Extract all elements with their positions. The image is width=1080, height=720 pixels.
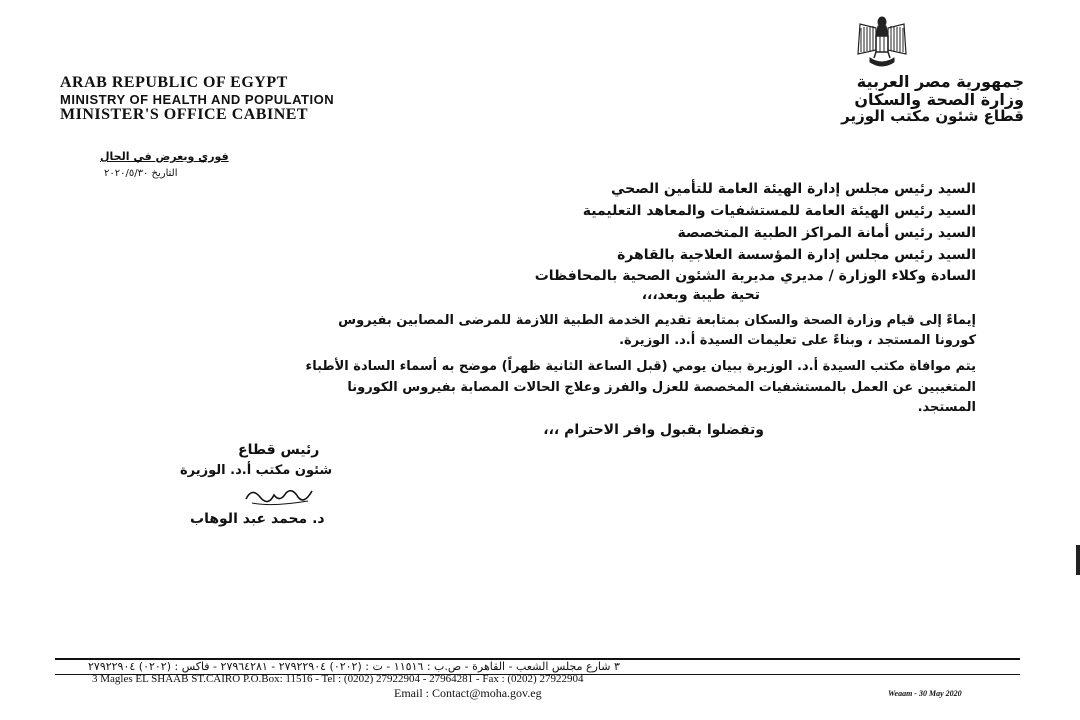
recipient-3: السيد رئيس أمانة المراكز الطبية المتخصصة	[677, 225, 976, 241]
body-p2-line1: يتم موافاة مكتب السيدة أ.د. الوزيرة ببيان يومي (قبل الساعة الثانية ظهراً) موضح به أسماء السادة الأطباء	[305, 359, 976, 374]
letterhead-en-line3: MINISTER'S OFFICE CABINET	[60, 106, 309, 123]
signature-title2: شئون مكتب أ.د. الوزيرة	[180, 463, 333, 478]
body-p1-line2: كورونا المستجد ، وبناءً على تعليمات السيدة أ.د. الوزيرة.	[619, 333, 976, 348]
urgency-label: فوري ويعرض في الحال	[100, 150, 229, 163]
recipient-5: السادة وكلاء الوزارة / مديري مديرية الشئون الصحية بالمحافظات	[534, 268, 976, 284]
letter-date: التاريخ ٢٠٢٠/٥/٣٠	[104, 168, 178, 179]
letterhead-en-line2: MINISTRY OF HEALTH AND POPULATION	[60, 92, 335, 107]
scan-edge-mark	[1076, 545, 1080, 575]
closing: وتفضلوا بقبول وافر الاحترام ،،،	[543, 422, 764, 438]
body-p2-line2: المتغيبين عن العمل بالمستشفيات المخصصة للعزل والفرز وعلاج الحالات المصابة بفيروس الكورونا	[347, 380, 976, 395]
footer-email: Email : Contact@moha.gov.eg	[394, 686, 542, 700]
letterhead-ar-line1: جمهورية مصر العربية	[856, 72, 1024, 91]
footer-note: Weaam - 30 May 2020	[888, 689, 962, 698]
letterhead-ar-line2: وزارة الصحة والسكان	[854, 90, 1024, 109]
eagle-emblem-icon	[856, 14, 908, 72]
body-p2-line3: المستجد.	[917, 400, 976, 415]
body-p1-line1: إيماءً إلى قيام وزارة الصحة والسكان بمتابعة تقديم الخدمة الطبية اللازمة للمرضى المصابين بفيروس	[338, 313, 976, 328]
recipient-2: السيد رئيس الهيئة العامة للمستشفيات والمعاهد التعليمية	[582, 203, 976, 219]
footer-en-address: 3 Magles EL SHAAB ST.CAIRO P.O.Box: 11516 - Tel : (0202) 27922904 - 27964281 - Fax : (0202) 27922904	[92, 673, 584, 685]
letterhead-en-line1: ARAB REPUBLIC OF EGYPT	[60, 74, 288, 91]
letterhead-ar-line3: قطاع شئون مكتب الوزير	[841, 107, 1024, 125]
recipient-4: السيد رئيس مجلس إدارة المؤسسة العلاجية بالقاهرة	[617, 247, 976, 263]
handwritten-signature	[242, 483, 318, 509]
footer-ar-address: ٣ شارع مجلس الشعب - القاهرة - ص.ب : ١١٥١٦ - ت : (٠٢٠٢) ٢٧٩٢٢٩٠٤ - ٢٧٩٦٤٢٨١ - فاكس : (٠٢٠٢) ٢٧٩٢٢٩٠٤	[88, 660, 620, 673]
greeting: تحية طيبة وبعد،،،	[641, 287, 760, 303]
recipient-1: السيد رئيس مجلس إدارة الهيئة العامة للتأمين الصحي	[610, 181, 976, 197]
signature-title1: رئيس قطاع	[238, 442, 320, 458]
signature-name: د. محمد عبد الوهاب	[190, 511, 325, 527]
